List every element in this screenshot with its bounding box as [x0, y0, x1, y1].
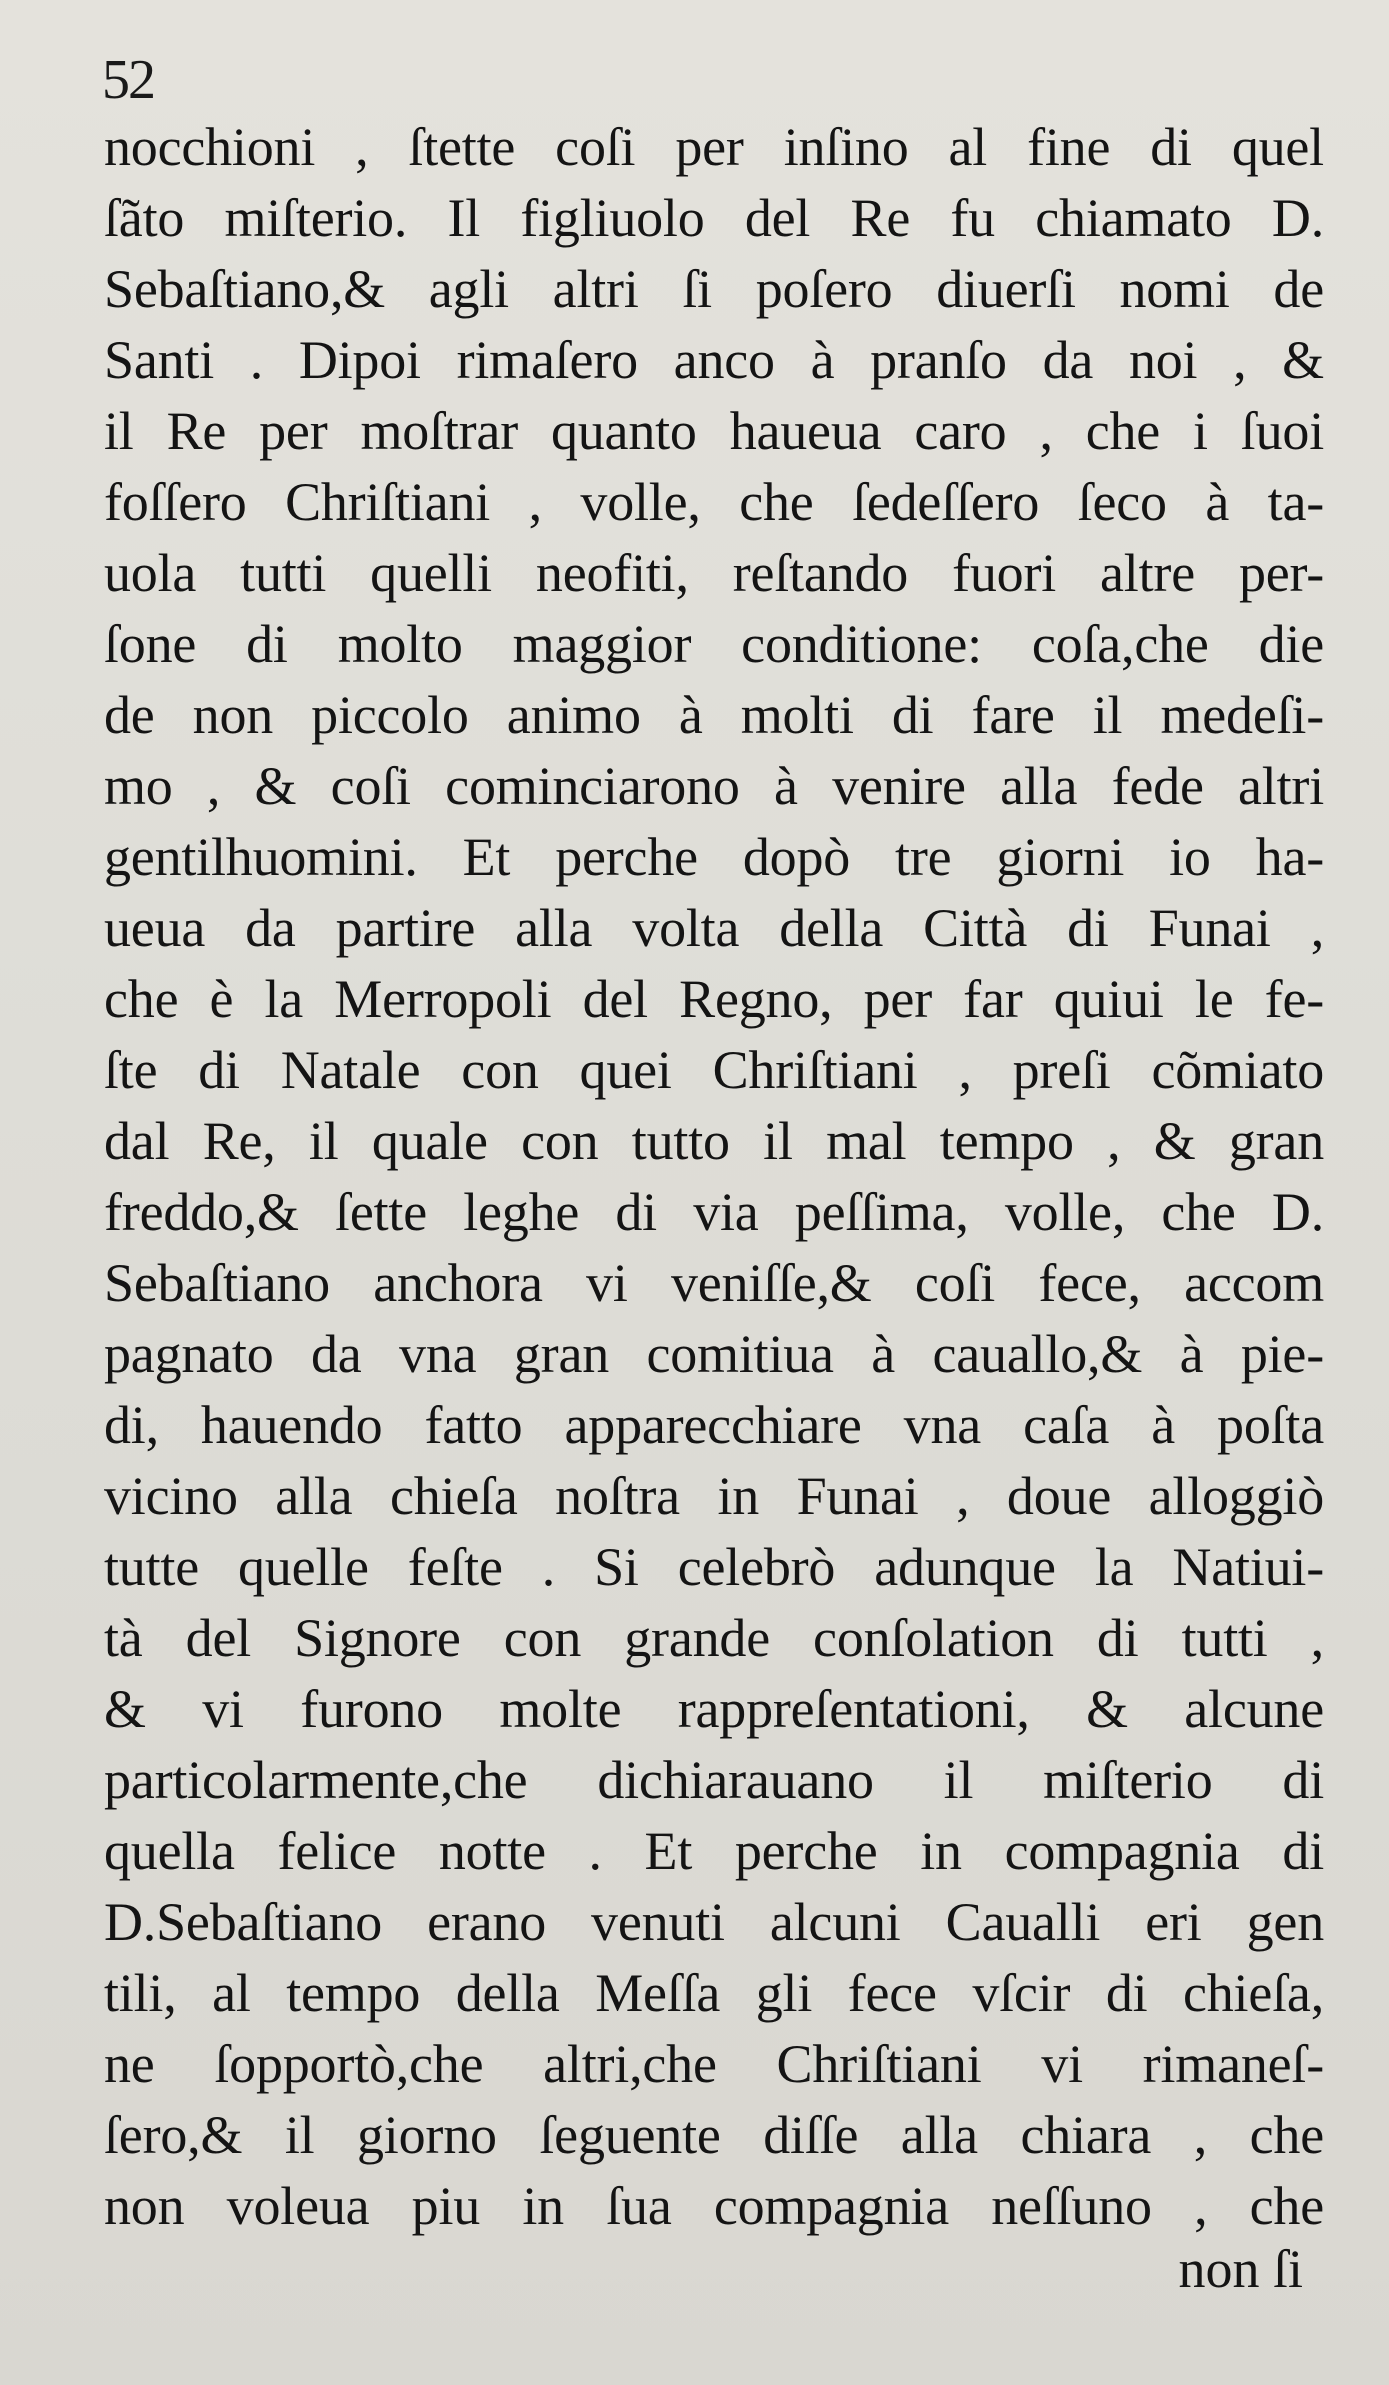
text-line: quella felice notte . Et perche in compagnia di — [104, 1821, 1324, 1881]
text-line: de non piccolo animo à molti di fare il medeſi- — [104, 685, 1324, 745]
text-line: & vi furono molte rappreſentationi, & alcune — [104, 1679, 1324, 1739]
text-line: gentilhuomini. Et perche dopò tre giorni io ha- — [104, 827, 1324, 887]
text-line: ſone di molto maggior conditione: coſa,che die — [104, 614, 1324, 674]
page-number: 52 — [102, 49, 154, 111]
text-line: ne ſopportò,che altri,che Chriſtiani vi rimaneſ- — [104, 2034, 1324, 2094]
text-line: freddo,& ſette leghe di via peſſima, volle, che D. — [104, 1182, 1324, 1242]
text-line: tutte quelle feſte . Si celebrò adunque la Natiui- — [104, 1537, 1324, 1597]
text-line: D.Sebaſtiano erano venuti alcuni Caualli eri gen — [104, 1892, 1324, 1952]
text-line: Santi . Dipoi rimaſero anco à pranſo da noi , & — [104, 330, 1324, 390]
text-line: Sebaſtiano anchora vi veniſſe,& coſi fece, accom — [104, 1253, 1324, 1313]
text-line: tà del Signore con grande conſolation di tutti , — [104, 1608, 1324, 1668]
text-line: foſſero Chriſtiani , volle, che ſedeſſero ſeco à ta- — [104, 472, 1324, 532]
text-line: vicino alla chieſa noſtra in Funai , doue alloggiò — [104, 1466, 1324, 1526]
text-line: che è la Merropoli del Regno, per far quiui le fe- — [104, 969, 1324, 1029]
text-line: non voleua piu in ſua compagnia neſſuno , che — [104, 2176, 1324, 2236]
text-line: nocchioni , ſtette coſi per inſino al fine di quel — [104, 117, 1324, 177]
text-line: pagnato da vna gran comitiua à cauallo,& à pie- — [104, 1324, 1324, 1384]
text-line: uola tutti quelli neofiti, reſtando fuori altre per- — [104, 543, 1324, 603]
text-line: tili, al tempo della Meſſa gli fece vſcir di chieſa, — [104, 1963, 1324, 2023]
text-line: dal Re, il quale con tutto il mal tempo , & gran — [104, 1111, 1324, 1171]
text-line: ſte di Natale con quei Chriſtiani , preſi cõmiato — [104, 1040, 1324, 1100]
text-line: ſero,& il giorno ſeguente diſſe alla chiara , che — [104, 2105, 1324, 2165]
text-line: Sebaſtiano,& agli altri ſi poſero diuerſi nomi de — [104, 259, 1324, 319]
text-line: di, hauendo fatto apparecchiare vna caſa à poſta — [104, 1395, 1324, 1455]
text-line: ueua da partire alla volta della Città di Funai , — [104, 898, 1324, 958]
text-line: mo , & coſi cominciarono à venire alla fede altri — [104, 756, 1324, 816]
text-line: particolarmente,che dichiarauano il miſterio di — [104, 1750, 1324, 1810]
text-line: il Re per moſtrar quanto haueua caro , che i ſuoi — [104, 401, 1324, 461]
catchword: non ſi — [1178, 2239, 1303, 2299]
body-text — [104, 112, 1324, 2242]
text-line: ſãto miſterio. Il figliuolo del Re fu chiamato D. — [104, 188, 1324, 248]
